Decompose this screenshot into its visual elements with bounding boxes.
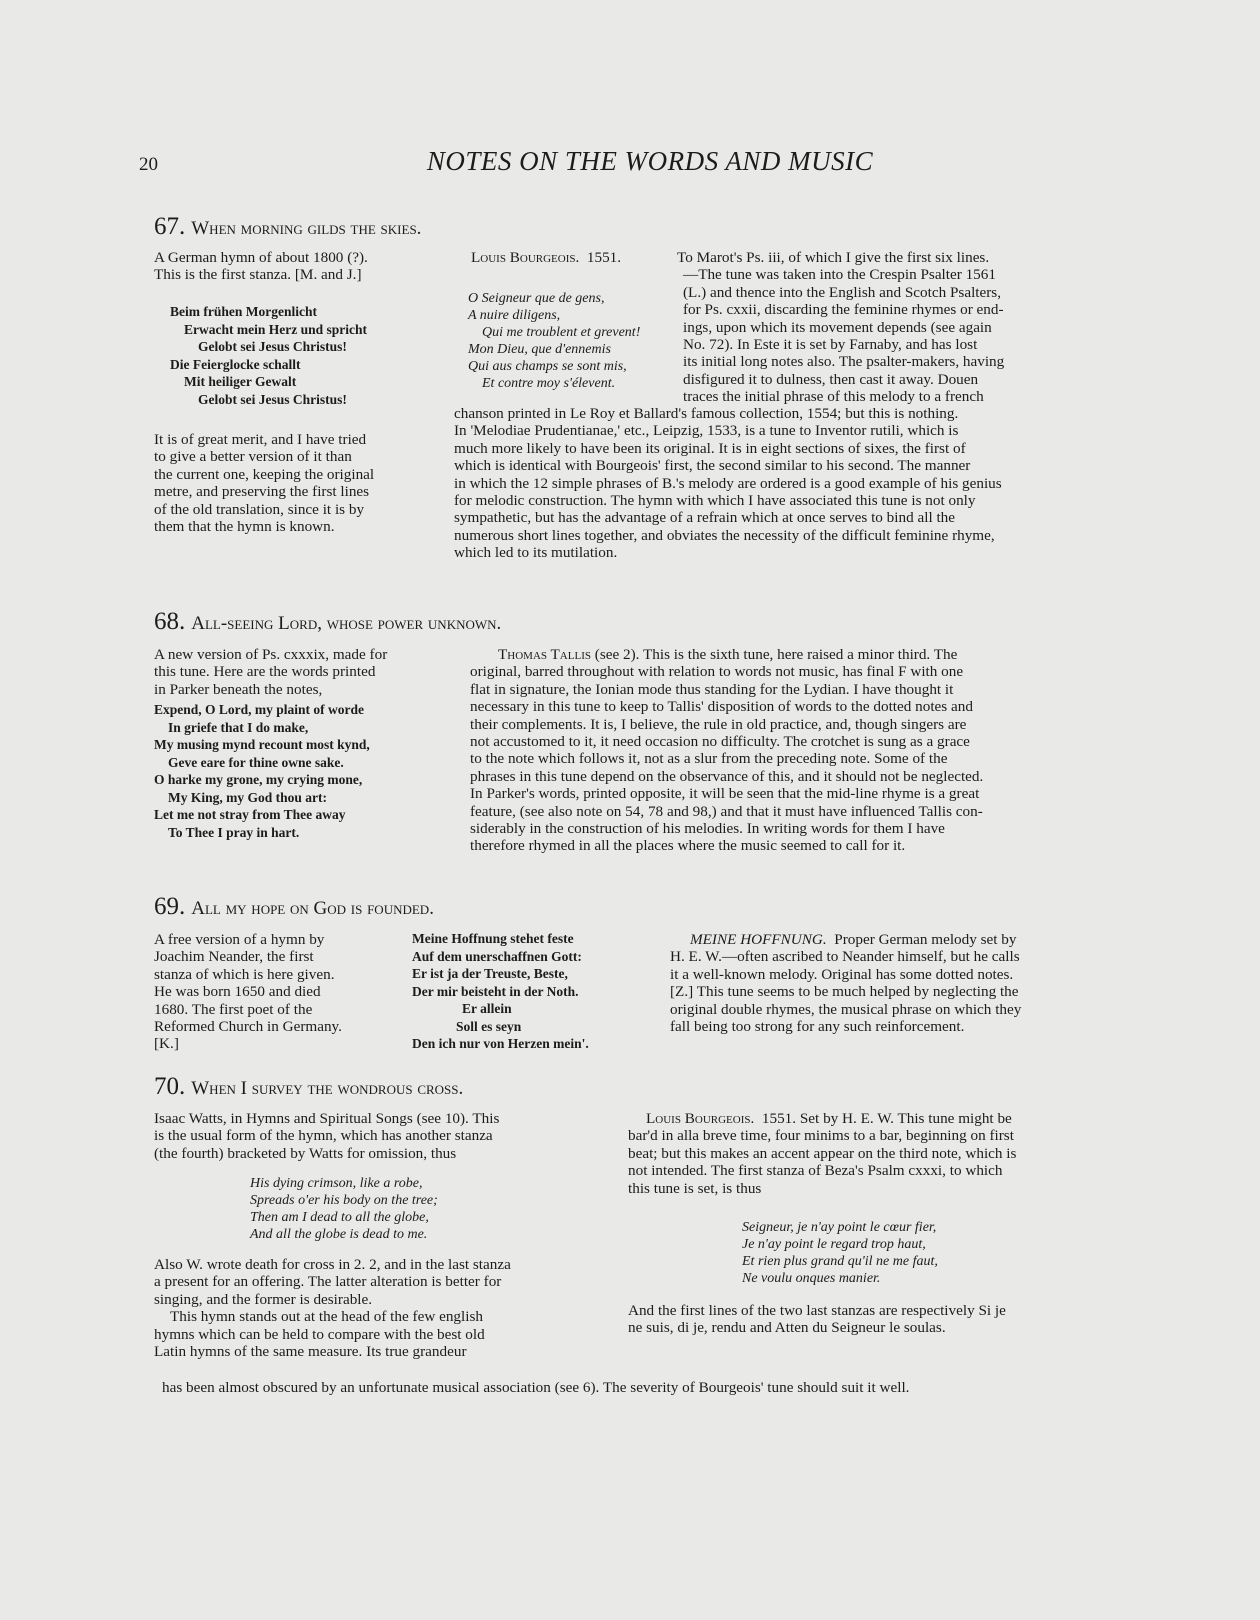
line: He was born 1650 and died xyxy=(154,983,321,1001)
page-number: 20 xyxy=(139,154,158,175)
line: [Z.] This tune seems to be much helped by neglecting the xyxy=(670,983,1019,1001)
s68-right-text xyxy=(470,646,983,855)
line: in Parker beneath the notes, xyxy=(154,680,323,698)
section-69-heading xyxy=(154,893,434,921)
line: this tune. Here are the words printed xyxy=(154,663,376,681)
tune-name: MEINE HOFFNUNG. xyxy=(690,931,827,948)
line: numerous short lines together, and obviates the necessity of the difficult feminine rhyme, xyxy=(454,526,995,544)
line: Reformed Church in Germany. xyxy=(154,1018,342,1036)
line: not intended. The first stanza of Beza's Psalm cxxxi, to which xyxy=(628,1162,1003,1180)
line: (the fourth) bracketed by Watts for omission, thus xyxy=(154,1144,457,1162)
verse-line: Geve eare for thine owne sake. xyxy=(168,754,344,770)
section-67-heading xyxy=(154,213,421,241)
line: Isaac Watts, in Hymns and Spiritual Songs (see 10). This xyxy=(154,1110,500,1127)
line: them that the hymn is known. xyxy=(154,518,335,536)
s70-french-stanza xyxy=(742,1219,1072,1287)
line: [K.] xyxy=(154,1035,179,1053)
composer-year: 1551. xyxy=(586,249,622,266)
s70-right-text xyxy=(628,1110,1016,1197)
composer-name: Louis Bourgeois. xyxy=(471,249,580,266)
verse-line: Die Feierglocke schallt xyxy=(170,356,301,372)
verse-line: O Seigneur que de gens, xyxy=(468,291,605,306)
line: siderably in the construction of his melodies. In writing words for them I have xyxy=(470,820,945,838)
verse-line: Gelobt sei Jesus Christus! xyxy=(198,391,347,407)
line: In Parker's words, printed opposite, it will be seen that the mid-line rhyme is a great xyxy=(470,785,980,803)
verse-line: Er ist ja der Treuste, Beste, xyxy=(412,966,568,981)
line: metre, and preserving the first lines xyxy=(154,483,370,501)
verse-line: Qui aus champs se sont mis, xyxy=(468,359,627,374)
verse-line: A nuire diligens, xyxy=(468,308,561,323)
line: chanson printed in Le Roy et Ballard's famous collection, 1554; but this is nothing. xyxy=(454,405,959,422)
line: for melodic construction. The hymn with which I have associated this tune is not only xyxy=(454,492,976,510)
line: (L.) and thence into the English and Scotch Psalters, xyxy=(683,283,1002,301)
s69-german-stanza xyxy=(412,930,662,1053)
line: the current one, keeping the original xyxy=(154,465,375,483)
line: its initial long notes also. The psalter-makers, having xyxy=(683,353,1005,371)
verse-line: Er allein xyxy=(462,1001,512,1016)
s68-old-english-stanza xyxy=(154,701,464,841)
line: And the first lines of the two last stanzas are respectively Si je xyxy=(628,1302,1006,1319)
line: feature, (see also note on 54, 78 and 98,) and that it must have influenced Tallis con- xyxy=(470,802,983,820)
verse-line: Der mir beisteht in der Noth. xyxy=(412,983,579,999)
verse-line: Auf dem unerschaffnen Gott: xyxy=(412,948,582,964)
line: traces the initial phrase of this melody to a french xyxy=(683,388,984,406)
s67-french-stanza xyxy=(468,290,698,392)
line: stanza of which is here given. xyxy=(154,965,335,983)
line: To Marot's Ps. iii, of which I give the first six lines. xyxy=(677,249,990,266)
verse-line: O harke my grone, my crying mone, xyxy=(154,772,363,787)
verse-line: Soll es seyn xyxy=(456,1018,522,1034)
s67-left-merit xyxy=(154,431,439,535)
section-67-title: When morning gilds the skies. xyxy=(191,218,422,239)
s70-english-stanza xyxy=(250,1175,550,1243)
line: has been almost obscured by an unfortunate musical association (see 6). The severity of Bourgeois' tune should suit it well. xyxy=(162,1379,910,1396)
line: 1551. Set by H. E. W. This tune might be xyxy=(761,1110,1012,1127)
s69-right-text xyxy=(670,931,1021,1035)
line: flat in signature, the Ionian mode thus standing for the Lydian. I have thought it xyxy=(470,680,954,698)
section-68-heading xyxy=(154,608,501,636)
verse-line: Qui me troublent et grevent! xyxy=(482,325,641,340)
verse-line: Let me not stray from Thee away xyxy=(154,807,346,822)
line: phrases in this tune depend on the observance of this, and it should not be neglected. xyxy=(470,767,984,785)
section-68-number: 68. xyxy=(154,608,186,635)
line: bar'd in alla breve time, four minims to a bar, beginning on first xyxy=(628,1127,1014,1145)
verse-line: My King, my God thou art: xyxy=(168,789,328,805)
line: singing, and the former is desirable. xyxy=(154,1290,373,1308)
s67-composer xyxy=(471,249,621,266)
verse-line: Erwacht mein Herz und spricht xyxy=(184,321,367,337)
verse-line: Expend, O Lord, my plaint of worde xyxy=(154,702,365,717)
section-70-title: When I survey the wondrous cross. xyxy=(191,1078,464,1099)
line: hymns which can be held to compare with the best old xyxy=(154,1325,485,1343)
verse-line: Meine Hoffnung stehet feste xyxy=(412,931,574,946)
verse-line: In griefe that I do make, xyxy=(168,719,309,735)
line: beat; but this makes an accent appear on the third note, which is xyxy=(628,1144,1017,1162)
s67-right-text xyxy=(677,249,1123,406)
line: to the note which follows it, not as a slur from the preceding note. Some of the xyxy=(470,750,948,768)
verse-line: And all the globe is dead to me. xyxy=(250,1227,428,1242)
s70-left-rest xyxy=(154,1256,511,1360)
running-title: NOTES ON THE WORDS AND MUSIC xyxy=(426,146,874,176)
line: not accustomed to it, it need occasion no difficulty. The crotchet is sung as a grace xyxy=(470,733,970,751)
verse-line: My musing mynd recount most kynd, xyxy=(154,737,370,752)
line: Also W. wrote death for cross in 2. 2, and in the last stanza xyxy=(154,1256,511,1273)
verse-line: Ne voulu onques manier. xyxy=(742,1271,881,1286)
line: which led to its mutilation. xyxy=(454,544,618,562)
verse-line: Spreads o'er his body on the tree; xyxy=(250,1193,438,1208)
verse-line: Seigneur, je n'ay point le cœur fier, xyxy=(742,1220,937,1235)
line: A free version of a hymn by xyxy=(154,931,325,948)
line: No. 72). In Este it is set by Farnaby, and has lost xyxy=(683,336,978,354)
line: This is the first stanza. [M. and J.] xyxy=(154,266,362,284)
line: which is identical with Bourgeois' first, the second similar to his second. The manner xyxy=(454,457,971,475)
line: (see 2). This is the sixth tune, here raised a minor third. The xyxy=(594,646,958,663)
verse-line: Den ich nur von Herzen mein'. xyxy=(412,1036,589,1051)
line: of the old translation, since it is by xyxy=(154,500,365,518)
line: H. E. W.—often ascribed to Neander himself, but he calls xyxy=(670,948,1020,966)
verse-line: Je n'ay point le regard trop haut, xyxy=(742,1237,926,1252)
line: A German hymn of about 1800 (?). xyxy=(154,249,368,266)
line: this tune is set, is thus xyxy=(628,1179,762,1197)
line: much more likely to have been its original. It is in eight sections of sixes, the first of xyxy=(454,439,966,457)
line: Latin hymns of the same measure. Its true grandeur xyxy=(154,1343,467,1361)
line: their complements. It is, I believe, the rule in old practice, and, though singers are xyxy=(470,715,967,733)
section-67-number: 67. xyxy=(154,213,186,240)
line: disfigured it to dulness, then cast it away. Douen xyxy=(683,370,979,388)
section-70-heading xyxy=(154,1073,463,1101)
line: sympathetic, but has the advantage of a refrain which at once serves to bind all the xyxy=(454,509,956,527)
line: is the usual form of the hymn, which has another stanza xyxy=(154,1127,493,1145)
composer-name: Thomas Tallis xyxy=(498,646,591,663)
s68-left-intro xyxy=(154,646,454,698)
line: therefore rhymed in all the places where the music seemed to call for it. xyxy=(470,837,906,855)
verse-line: Mon Dieu, que d'ennemis xyxy=(468,342,611,357)
line: original, barred throughout with relation to words not music, has final F with one xyxy=(470,663,964,681)
s67-left-intro xyxy=(154,249,444,284)
line: This hymn stands out at the head of the few english xyxy=(170,1308,483,1326)
verse-line: His dying crimson, like a robe, xyxy=(250,1176,423,1191)
s67-full-width-text xyxy=(454,405,1002,562)
line: for Ps. cxxii, discarding the feminine rhymes or end- xyxy=(683,301,1004,319)
line: fall being too strong for any such reinforcement. xyxy=(670,1018,965,1036)
verse-line: Et rien plus grand qu'il ne me faut, xyxy=(742,1254,938,1269)
section-68-title: All-seeing Lord, whose power unknown. xyxy=(191,613,502,634)
line: —The tune was taken into the Crespin Psalter 1561 xyxy=(683,266,996,284)
line: 1680. The first poet of the xyxy=(154,1000,313,1018)
line: original double rhymes, the musical phrase on which they xyxy=(670,1000,1022,1018)
verse-line: Then am I dead to all the globe, xyxy=(250,1210,429,1225)
line: Joachim Neander, the first xyxy=(154,948,314,966)
section-69-number: 69. xyxy=(154,893,186,920)
s67-german-stanza xyxy=(170,303,450,408)
s70-right-end xyxy=(628,1302,1006,1337)
line: necessary in this tune to keep to Tallis' disposition of words to the dotted notes and xyxy=(470,698,973,716)
verse-line: Et contre moy s'élevent. xyxy=(482,376,616,391)
line: ne suis, di je, rendu and Atten du Seigneur le soulas. xyxy=(628,1319,946,1337)
verse-line: Gelobt sei Jesus Christus! xyxy=(198,339,347,354)
verse-line: Beim frühen Morgenlicht xyxy=(170,304,317,319)
section-70-number: 70. xyxy=(154,1073,186,1100)
verse-line: To Thee I pray in hart. xyxy=(168,824,300,840)
line: Proper German melody set by xyxy=(834,931,1017,948)
section-69-title: All my hope on God is founded. xyxy=(191,898,434,919)
line: a present for an offering. The latter alteration is better for xyxy=(154,1273,502,1291)
s69-left-text xyxy=(154,931,399,1053)
s70-final-line xyxy=(162,1379,909,1396)
line: in which the 12 simple phrases of B.'s melody are ordered is a good example of his genius xyxy=(454,474,1002,492)
line: ings, upon which its movement depends (see again xyxy=(683,318,992,336)
line: it a well-known melody. Original has some dotted notes. xyxy=(670,965,1014,983)
line: It is of great merit, and I have tried xyxy=(154,431,367,448)
line: A new version of Ps. cxxxix, made for xyxy=(154,646,388,663)
verse-line: Mit heiliger Gewalt xyxy=(184,374,297,389)
s70-left-intro xyxy=(154,1110,499,1162)
line: In 'Melodiae Prudentianae,' etc., Leipzig, 1533, is a tune to Inventor rutili, which is xyxy=(454,422,959,440)
composer-name: Louis Bourgeois. xyxy=(646,1110,755,1127)
line: to give a better version of it than xyxy=(154,448,352,466)
